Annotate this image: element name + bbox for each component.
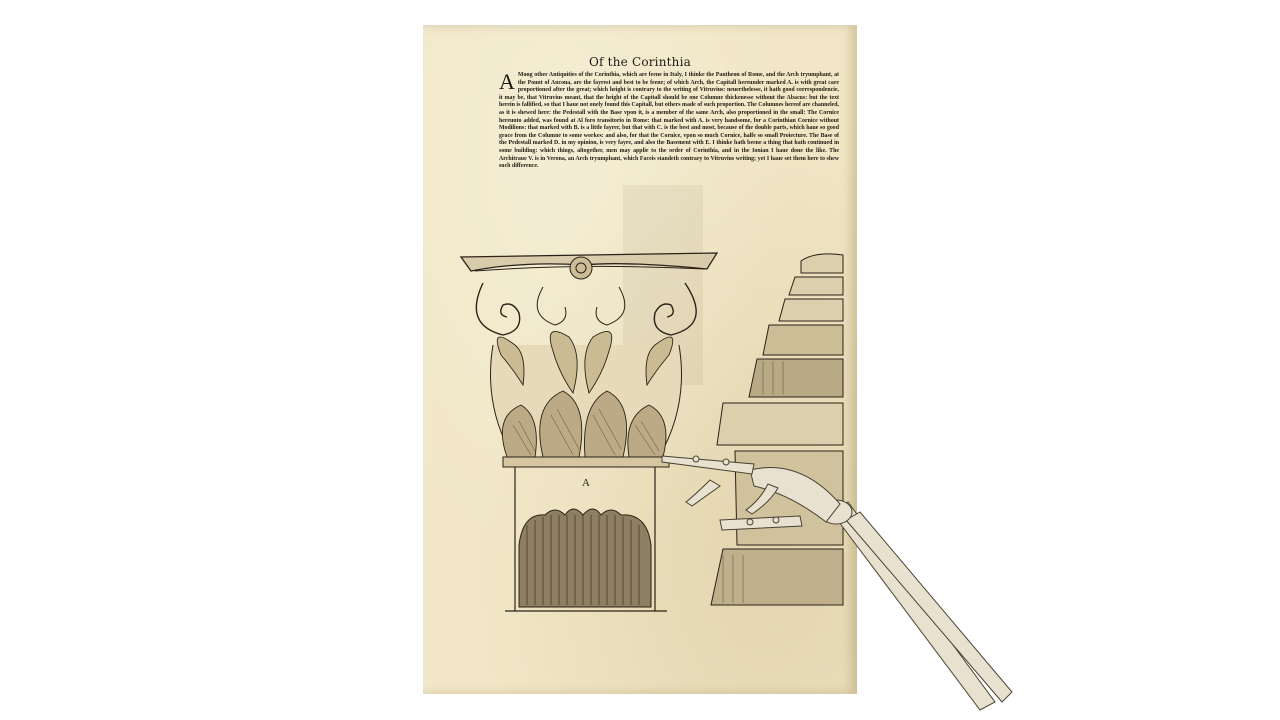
drop-cap: A: [499, 69, 515, 94]
skeleton-hand-pointer: [650, 440, 1070, 720]
page-title: Of the Corinthia: [588, 55, 691, 69]
paragraph-text: Mong other Antiquities of the Corinthia, which are feene in Italy, I thinke the Pantheon of Rome, and the Arch tryumphant, at the Pount of Ancona, are the fayrest and best to be feene; of which Arch, the Capitall hereunder marked A. is with great care proportioned after the great; which height is contrary to the writing of Vitruvius: neuerthelesse, it hath good correspondencie, it may be, that Vitruvius meant, that the height of the Capitall should be one Columne thickenesse without the Abacus: but the text herein is fallified, so that I haue not onely found this Capitall, but others made of such proportion. The Columnes hereof are channeled, as it is shewed here: the Pedestall with the Base vpon it, is a member of the same Arch, also proportioned in the small: The Cornice hereunto added, was found at Al foro transitorio in Rome: that marked with A. is very handsome, for a Corinthian Cornice without Modilions: that marked with B. is a little fayrer, but that with C. is the best and most, because of the double parts, which haue so good grace from the Columne to some workes: and also, for that the Cornice, vpon so much Cornice, halfe so small Proiecture. The Base of the Pedestall marked D. in my opinion, is very fayre, and also the Basement with E. I thinke hath beene a thing that hath continued in some building: which things, altogether, men may applie to the order of Corinthia, and in the Ionian I haue done the like. The Architraue V. is in Verona, an Arch tryumphant, which Faceis standeth contrary to Vitruvius writing; yet I haue set them here to shew such difference.: [499, 72, 839, 170]
figure-label-a: A: [582, 477, 590, 489]
